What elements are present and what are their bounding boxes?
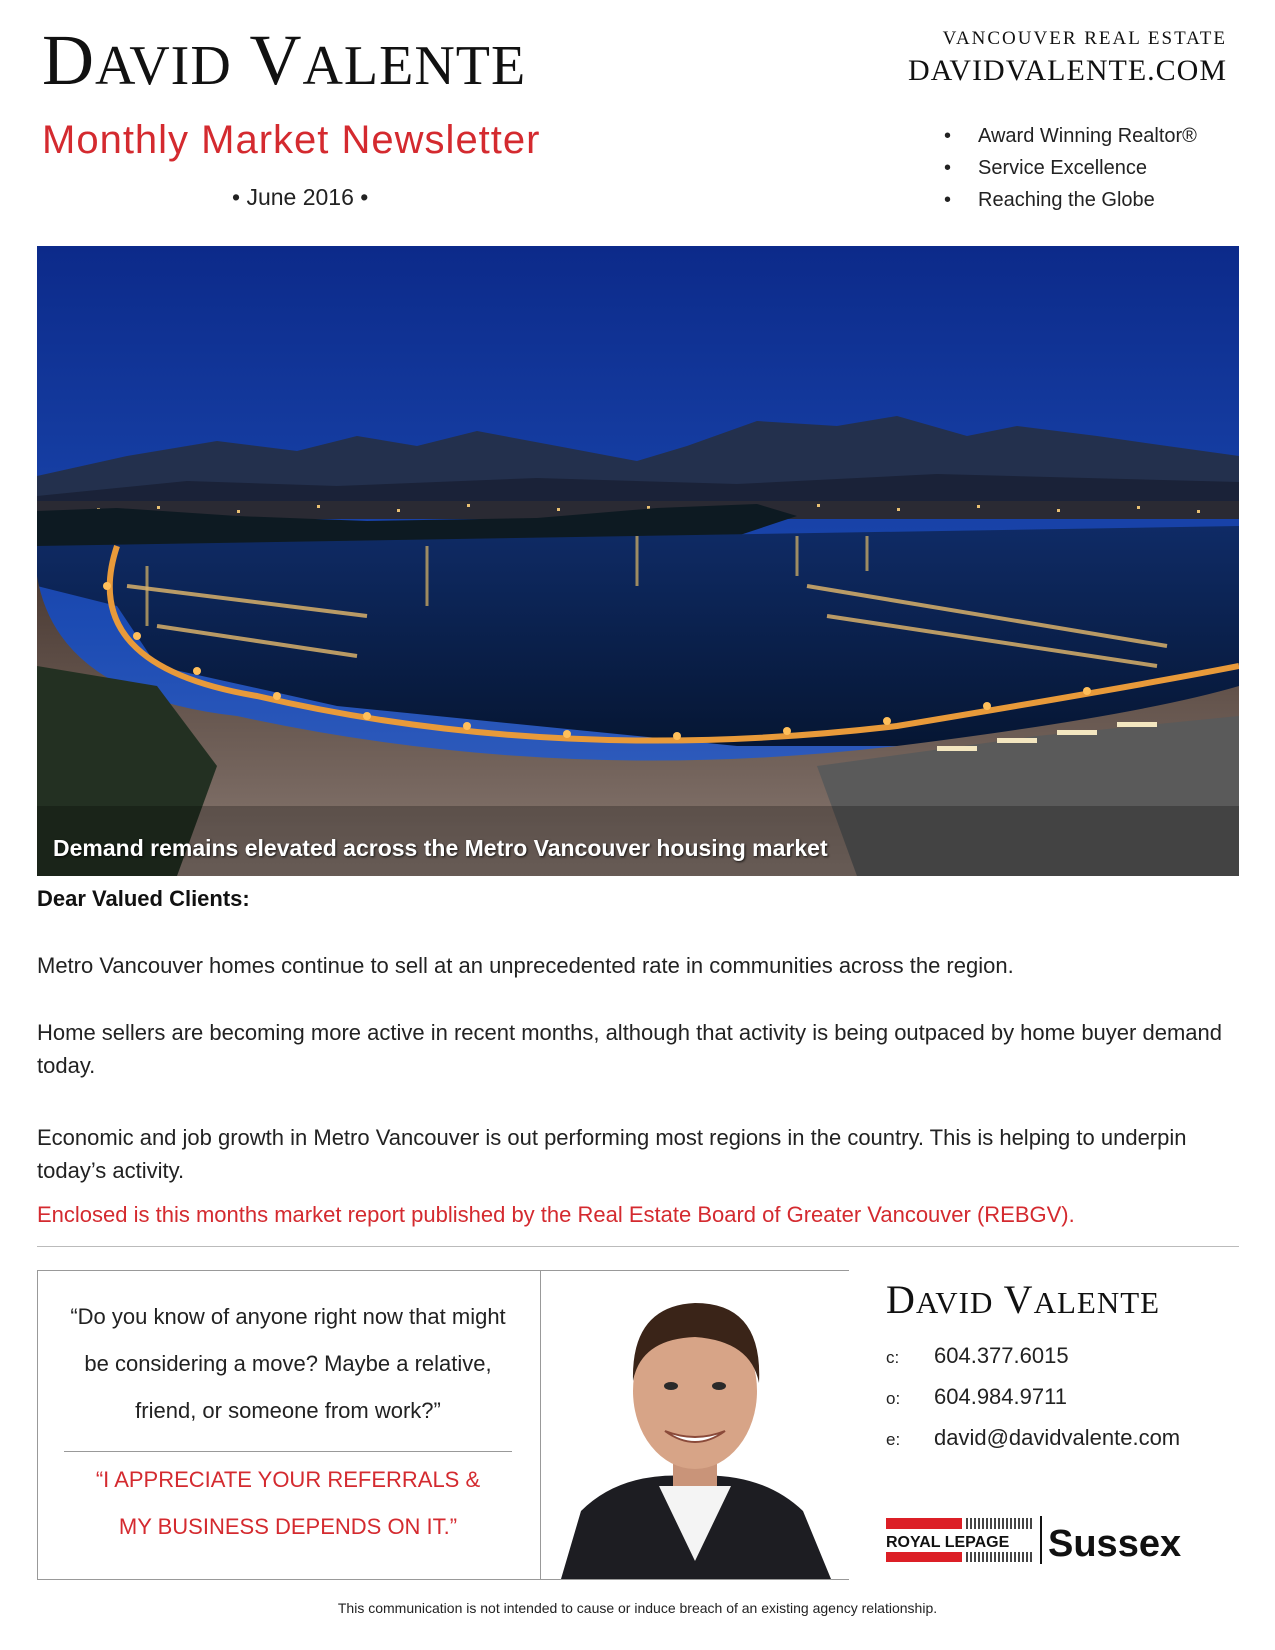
office-number[interactable]: 604.984.9711 <box>934 1384 1067 1409</box>
agent-photo <box>540 1271 849 1579</box>
divider <box>37 1246 1239 1247</box>
website-block <box>908 28 1227 88</box>
royal-lepage-sussex-logo <box>886 1516 1206 1564</box>
list-item: • Service Excellence <box>944 154 1197 186</box>
brokerage-logo-icon <box>886 1516 1206 1566</box>
cell-phone: c: 604.377.6015 <box>886 1343 1069 1368</box>
issue-date: • June 2016 • <box>232 184 369 210</box>
newsletter-title: Monthly Market Newsletter <box>42 118 541 162</box>
agent-portrait <box>541 1271 849 1579</box>
disclaimer: This communication is not intended to cause or induce breach of an existing agency relationship. <box>337 1600 938 1616</box>
salutation: Dear Valued Clients: <box>37 886 250 911</box>
logo-text-left: ROYAL LEPAGE <box>886 1534 1010 1551</box>
cell-number[interactable]: 604.377.6015 <box>934 1343 1069 1368</box>
email-link[interactable]: david@davidvalente.com <box>934 1425 1181 1450</box>
paragraph-2: Home sellers are becoming more active in recent months, although that activity is being outpaced by home buyer demand today. <box>37 1020 1222 1078</box>
divider <box>64 1451 512 1452</box>
harbour-night-photo <box>37 246 1239 876</box>
paragraph-1: Metro Vancouver homes continue to sell at an unprecedented rate in communities across the region. <box>37 953 1014 978</box>
referral-box <box>37 1270 849 1580</box>
website-link[interactable]: DAVIDVALENTE.COM <box>907 54 1227 87</box>
report-note: Enclosed is this months market report published by the Real Estate Board of Greater Vancouver (REBGV). <box>37 1202 1075 1227</box>
tagline: VANCOUVER REAL ESTATE <box>942 28 1227 49</box>
referral-question: “Do you know of anyone right now that might be considering a move? Maybe a relative, friend, or someone from work?” <box>70 1304 506 1423</box>
agent-name: DAVID VALENTE <box>886 1277 1161 1322</box>
email: e: david@davidvalente.com <box>886 1425 1181 1450</box>
feature-list <box>944 122 1197 218</box>
office-phone: o: 604.984.9711 <box>886 1384 1067 1409</box>
referral-appreciation: “I APPRECIATE YOUR REFERRALS & MY BUSINESS DEPENDS ON IT.” <box>95 1467 481 1539</box>
hero-image <box>37 246 1239 876</box>
paragraph-3: Economic and job growth in Metro Vancouver is out performing most regions in the country. This is helping to underpin today’s activity. <box>37 1125 1187 1183</box>
logo-text-right: Sussex <box>1048 1523 1182 1565</box>
brand-name: DAVID VALENTE <box>42 20 527 100</box>
list-item: • Award Winning Realtor® <box>944 122 1197 154</box>
list-item: • Reaching the Globe <box>944 186 1197 218</box>
hero-caption: Demand remains elevated across the Metro Vancouver housing market <box>53 835 828 861</box>
